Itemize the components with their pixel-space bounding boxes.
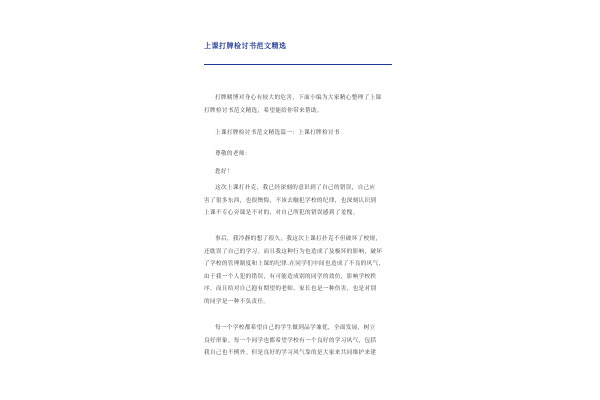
paragraph-line: 的同学是一种不负责任。: [204, 298, 270, 305]
paragraph-line: 事后，我冷静的想了很久，我这次上课打扑克不但破坏了校规，: [215, 236, 382, 242]
body-paragraph: [204, 322, 376, 360]
greeting: [215, 166, 233, 179]
intro-paragraph: [204, 92, 381, 117]
paragraph-line: 打牌赌博对身心有较大的危害，下面小编为大家精心整理了上课: [215, 95, 382, 101]
title-divider: [204, 64, 392, 65]
body-paragraph: [204, 233, 384, 308]
paragraph-line: 上课不专心旁课是不对的，对自己所犯的错误感到了羞愧。: [204, 210, 359, 216]
paragraph-line: 由于我一个人犯的错误，有可能造成别的同学的效仿，影响学校秩: [204, 273, 377, 280]
paragraph-line: 序，而且给对自己抱有期望的老师、家长也是一种伤害，也是对别: [204, 286, 377, 292]
paragraph-line: 这次上课打扑克，我已经深刻的意识到了自己的错误，自己应: [215, 185, 376, 191]
salutation: [215, 148, 251, 161]
paragraph-line: 上课打牌检讨书范文精选篇一：上课打牌检讨书: [215, 130, 340, 136]
paragraph-line: 每一个学校都希望自己的学生做到品学兼优，全面发展，树立: [215, 325, 376, 331]
paragraph-line: 您好！: [215, 169, 233, 175]
document-title: 上课打牌检讨书范文精选: [204, 41, 287, 50]
paragraph-line: 尊敬的老师：: [215, 151, 251, 157]
paragraph-line: 打牌检讨书范文精选，希望能给你带来帮助。: [204, 107, 323, 114]
section-heading: [215, 127, 340, 140]
paragraph-line: 良好形象。每一个同学也都希望学校有一个良好的学习风气，包括: [204, 337, 377, 344]
paragraph-line: 害了很多东西，也很懊悔，不该去触犯学校的纪律，也深刻认识到: [204, 197, 377, 204]
paragraph-line: 还耽误了自己的学习。而且我这种行为也造成了及极坏的影响，破坏: [204, 248, 383, 255]
paragraph-line: 了学校的管理制度和上课的纪律.在同学们中间也造成了不良的风气，: [204, 261, 385, 267]
paragraph-line: 我自己也不例外。但是良好的学习风气靠的是大家来共同维护来建: [204, 350, 377, 356]
body-paragraph: [204, 182, 376, 220]
